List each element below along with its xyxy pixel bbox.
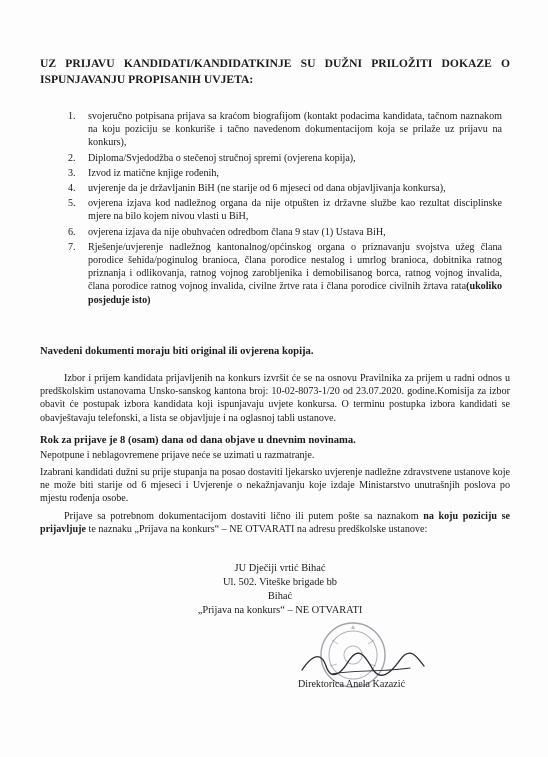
institution-address-block: JU Dječiji vrtić Bihać Ul. 502. Viteške brigade bb Bihać „Prijava na konkurs“ – NE OTVARATI <box>197 563 363 616</box>
deadline-notice: Rok za prijave je 8 (osam) dana od dana objave u dnevnim novinama. <box>40 435 356 446</box>
list-item: 3. Izvod iz matične knjige rođenih, <box>68 167 219 179</box>
incomplete-applications-notice: Nepotpune i neblagovremene prijave neće se uzimati u razmatranje. <box>40 450 315 461</box>
bold-remark: (ukoliko posjeduje isto) <box>88 281 502 306</box>
list-item: 6. ovjerena izjava da nije obuhvaćen odredbom člana 9 stav (1) Ustava BiH, <box>68 226 386 238</box>
medical-certificate-paragraph: Izabrani kandidati dužni su prije stupanja na posao dostaviti ljekarsko uvjerenje nadležne zdravstvene ustanove koje ne može biti starije od 6 mjeseci i Uvjerenje o nekažnjavanju koje izdaje Ministarstvo unutrašnjih poslova po mjestu rođenja osobe. <box>40 467 510 505</box>
list-item: 1. svojeručno potpisana prijava sa kraćom biografijom (kontakt podacima kandidata, tačnom naznakom na koju poziciju se konkuriše i tačno navedenom dokumentacijom koja se prilaže uz prijavu na konkurs), <box>68 111 502 149</box>
list-item: 7. Rješenje/uvjerenje nadležnog kantonalnog/općinskog organa o priznavanju svojstva užeg člana porodice šehida/poginulog branioca, člana porodice nestalog i umrlog branioca, dobitnika ratnog priznanja i odlikovanja, ratnog vojnog zarobljenika i demobilisanog borca, ratnog vojnog invalida, člana porodice ratnog vojnog invalida, civilne žrtve rata i člana porodice civilnih žrtava rata(ukoliko posjeduje isto) <box>68 241 502 306</box>
required-documents-list <box>62 110 502 309</box>
original-copy-notice: Navedeni dokumenti moraju biti original ili ovjerena kopija. <box>40 346 314 357</box>
list-item: 2. Diploma/Svjedodžba o stečenoj stručnoj spremi (ovjerena kopija), <box>68 152 356 164</box>
requirements-heading: UZ PRIJAVU KANDIDATI/KANDIDATKINJE SU DUŽNI PRILOŽITI DOKAZE O ISPUNJAVANJU PROPISANIH UVJETA: <box>40 57 510 86</box>
list-item: 4. uvjerenje da je državljanin BiH (ne starije od 6 mjeseci od dana objavljivanja konkursa), <box>68 183 446 195</box>
selection-paragraph: Izbor i prijem kandidata prijavljenih na konkurs izvršit će se na osnovu Pravilnika za prijem u radni odnos u predškolskim ustanovama Unsko-sanskog kantona broj: 10-02-8073-1/20 od 23.07.2020. godine.Komisija za izbor obavit će postupak izbora kandidata koji ispunjavaju uvjete konkursa. O terminu postupka izbora kandidati se obavještavaju telefonski, a lista se objavljuje i na oglasnoj tabli ustanove. <box>40 373 510 424</box>
submission-paragraph: Prijave sa potrebnom dokumentacijom dostaviti lično ili putem pošte sa naznakom na koju poziciju se prijavljuje te naznaku „Prijava na konkurs“ – NE OTVARATI na adresu predškolske ustanove: <box>40 511 510 536</box>
handwritten-signature <box>292 648 432 680</box>
director-signature-label: Direktorica Anela Kazazić <box>298 679 406 690</box>
list-item: 5. ovjerena izjava kod nadležnog organa da nije otpušten iz državne službe kao rezultat disciplinske mjere na bilo kojem nivou vlasti u BiH, <box>68 198 502 223</box>
